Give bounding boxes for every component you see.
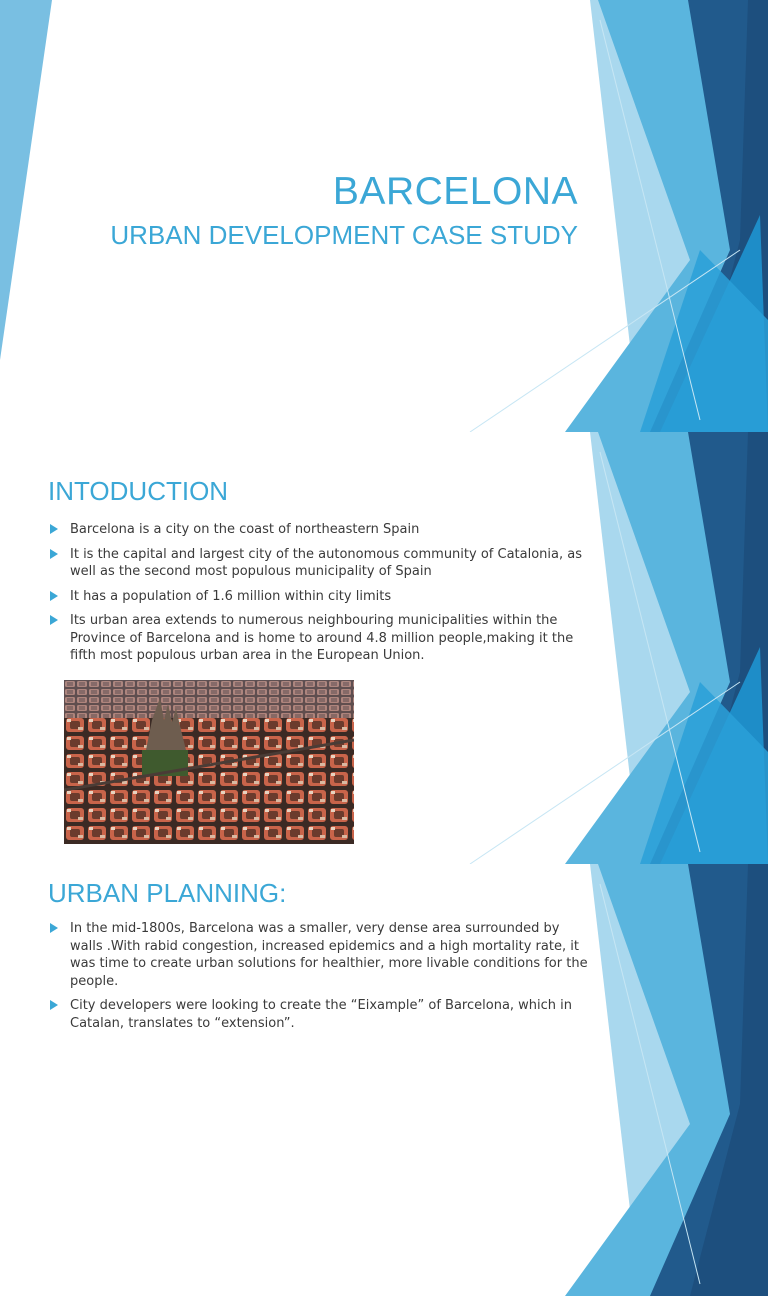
left-accent-shape bbox=[0, 0, 52, 360]
list-item bbox=[48, 997, 588, 1032]
slide-urban-planning bbox=[0, 864, 768, 1296]
section-heading-introduction: INTODUCTION bbox=[48, 476, 229, 506]
list-item bbox=[48, 546, 588, 581]
bullet-text: City developers were looking to create the “Eixample” of Barcelona, which in Catalan, translates to “extension”. bbox=[70, 998, 573, 1031]
bullet-arrow-icon bbox=[50, 615, 58, 625]
bullet-text: It has a population of 1.6 million within city limits bbox=[70, 588, 392, 604]
urban-planning-bullet-list bbox=[48, 920, 588, 1039]
introduction-bullet-list bbox=[48, 521, 588, 672]
bullet-arrow-icon bbox=[50, 923, 58, 933]
bullet-arrow-icon bbox=[50, 549, 58, 559]
slide-title-background bbox=[0, 0, 768, 432]
bullet-arrow-icon bbox=[50, 1000, 58, 1010]
list-item bbox=[48, 521, 588, 539]
presentation-title: BARCELONA bbox=[332, 170, 578, 213]
list-item bbox=[48, 920, 588, 990]
slide-introduction bbox=[0, 432, 768, 864]
presentation-subtitle: URBAN DEVELOPMENT CASE STUDY bbox=[110, 220, 578, 250]
bullet-text: Its urban area extends to numerous neighbouring municipalities within the Province of Barcelona and is home to around 4.8 million people,making it the fifth most populous urban area in the European Union. bbox=[70, 613, 574, 663]
bullet-text: In the mid-1800s, Barcelona was a smaller, very dense area surrounded by walls .With rabid congestion, increased epidemics and a high mortality rate, it was time to create urban solutions for healthier, more livable conditions for the people. bbox=[70, 921, 588, 989]
bullet-arrow-icon bbox=[50, 591, 58, 601]
list-item bbox=[48, 612, 588, 665]
aerial-photo-barcelona bbox=[64, 680, 354, 844]
photo-distant-blocks bbox=[64, 680, 354, 720]
slide-title bbox=[0, 0, 768, 432]
bullet-text: Barcelona is a city on the coast of northeastern Spain bbox=[70, 522, 420, 537]
bullet-text: It is the capital and largest city of the autonomous community of Catalonia, as well as the second most populous municipality of Spain bbox=[70, 546, 582, 579]
section-heading-urban-planning: URBAN PLANNING: bbox=[48, 878, 287, 908]
list-item bbox=[48, 588, 588, 606]
bullet-arrow-icon bbox=[50, 524, 58, 534]
